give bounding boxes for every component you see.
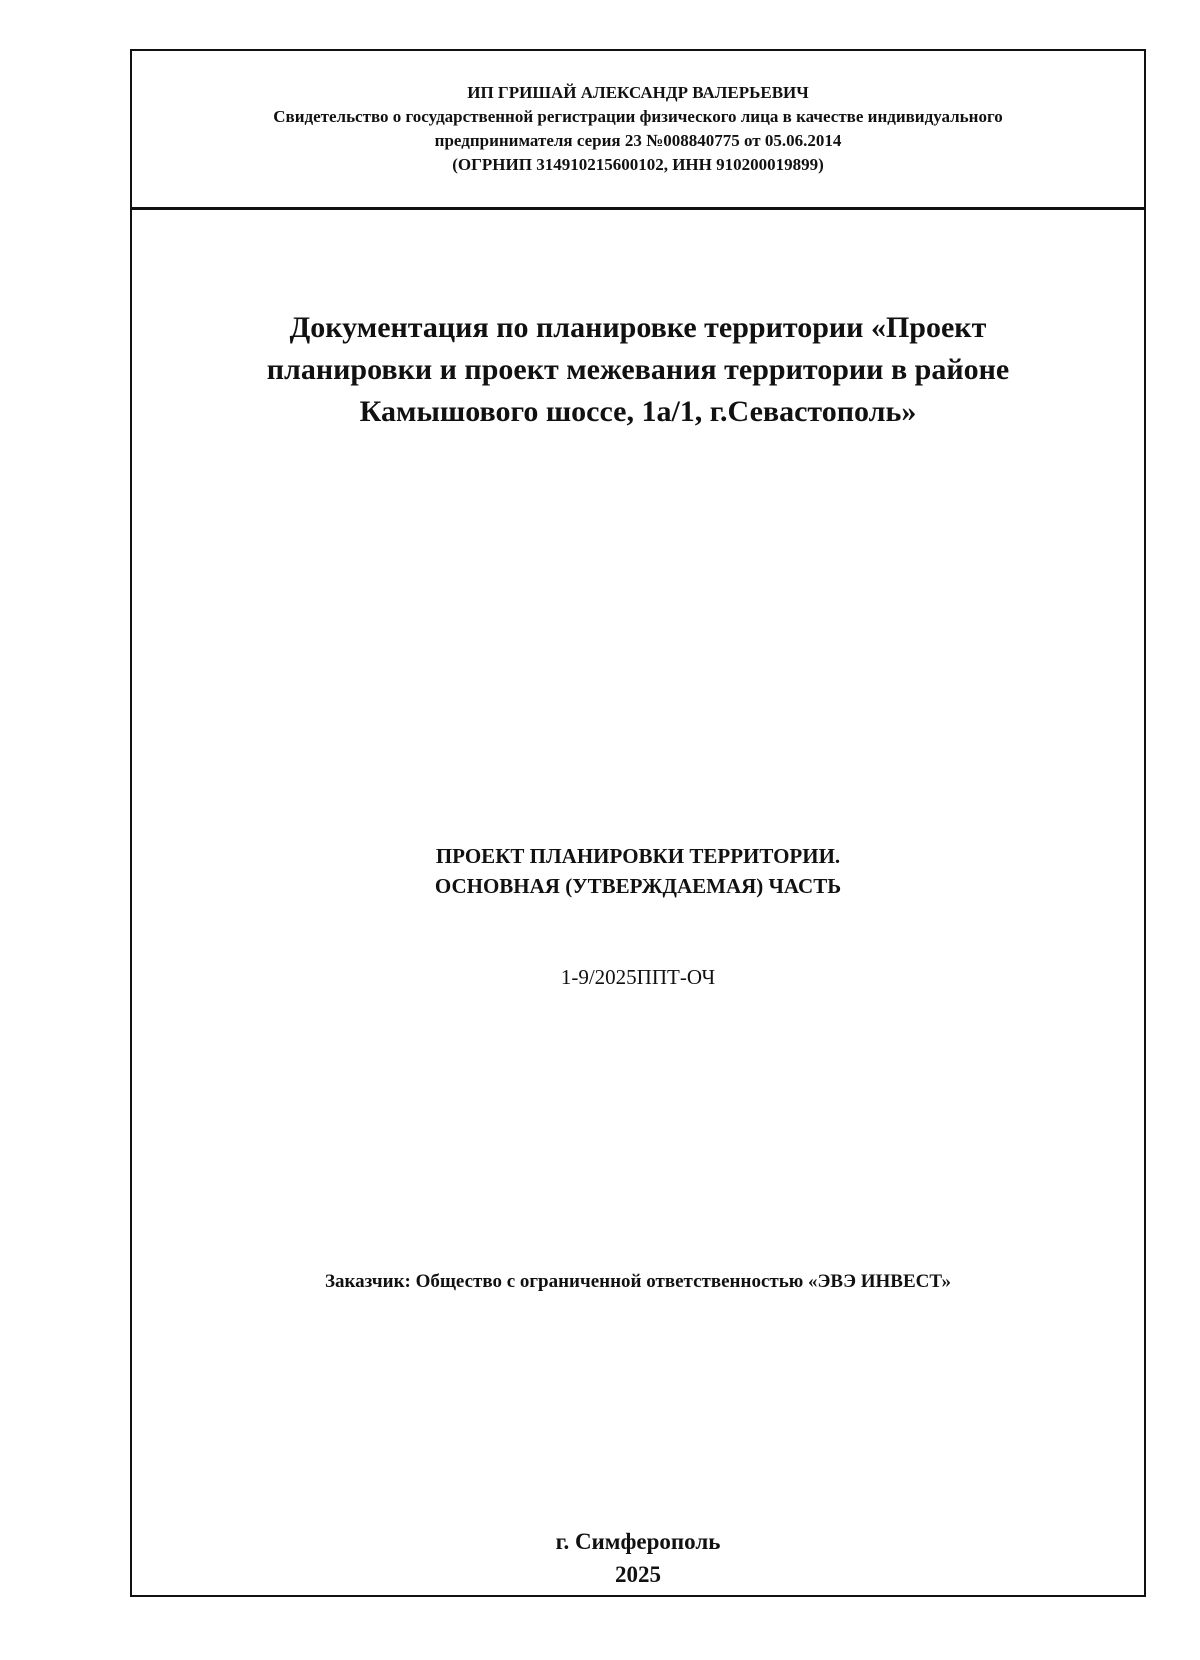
title-line-1: Документация по планировке территории «Проект (289, 311, 987, 344)
section-line-1: ПРОЕКТ ПЛАНИРОВКИ ТЕРРИТОРИИ. (435, 844, 841, 868)
customer-line: Заказчик: Общество с ограниченной ответственностью «ЭВЭ ИНВЕСТ» (324, 1271, 952, 1292)
section-heading (132, 841, 1144, 901)
certificate-line-1: Свидетельство о государственной регистрации физического лица в качестве индивидуального (273, 107, 1003, 126)
title-line-2: планировки и проект межевания территории в районе (266, 353, 1010, 386)
footer-city: г. Симферополь (555, 1529, 721, 1554)
certificate-line-2: предпринимателя серия 23 №008840775 от 05.06.2014 (434, 131, 842, 150)
header-block (132, 51, 1144, 210)
organization-name: ИП ГРИШАЙ АЛЕКСАНДР ВАЛЕРЬЕВИЧ (467, 83, 809, 102)
title-line-3: Камышового шоссе, 1а/1, г.Севастополь» (359, 395, 917, 428)
registration-ids: (ОГРНИП 314910215600102, ИНН 910200019899) (452, 155, 824, 174)
footer-block (132, 1525, 1144, 1591)
document-code: 1-9/2025ППТ-ОЧ (560, 965, 716, 989)
section-line-2: ОСНОВНАЯ (УТВЕРЖДАЕМАЯ) ЧАСТЬ (434, 874, 842, 898)
footer-year: 2025 (615, 1562, 661, 1587)
document-title (132, 307, 1144, 433)
page-frame (130, 49, 1146, 1597)
